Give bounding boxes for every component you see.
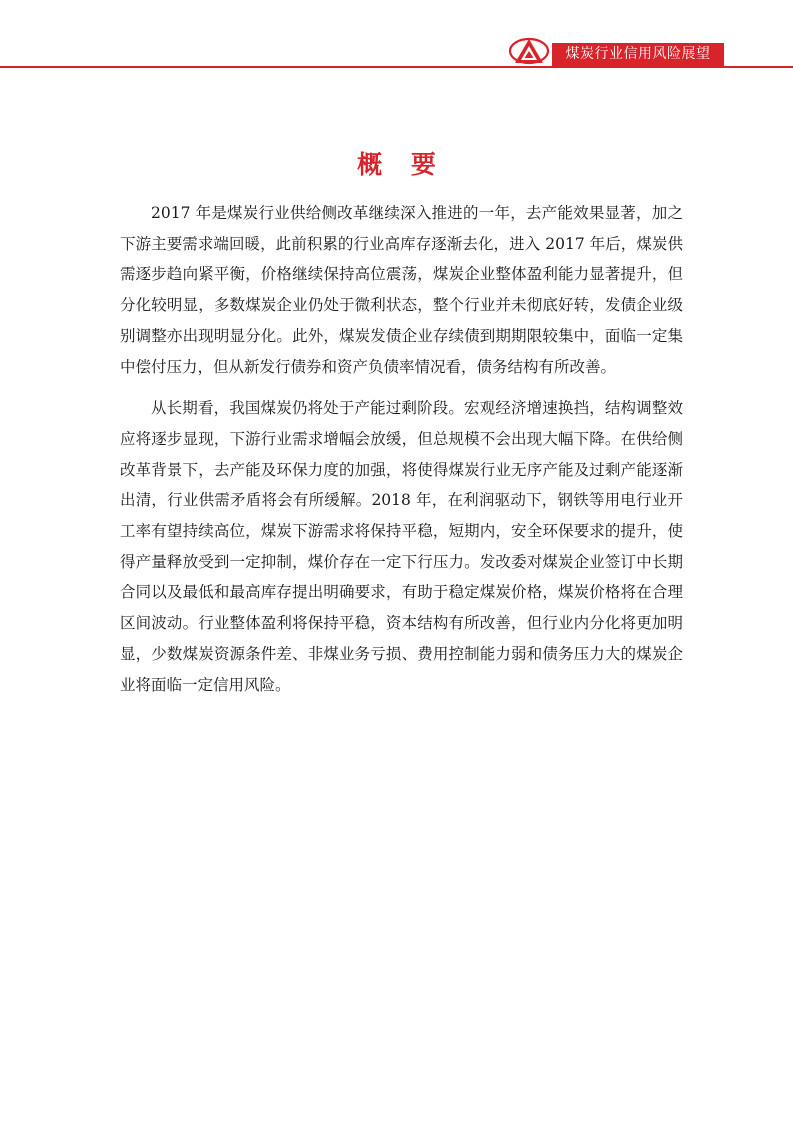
page-header [0,0,793,70]
report-series-badge: 煤炭行业信用风险展望 [552,43,724,66]
header-divider [0,66,793,68]
triangle-logo-icon [508,36,550,66]
summary-paragraph-2: 从长期看，我国煤炭仍将处于产能过剩阶段。宏观经济增速换挡，结构调整效应将逐步显现，下游行业需求增幅会放缓，但总规模不会出现大幅下降。在供给侧改革背景下，去产能及环保力度的加强，将使得煤炭行业无序产能及过剩产能逐渐出清，行业供需矛盾将会有所缓解。2018 年，在利润驱动下，钢铁等用电行业开工率有望持续高位，煤炭下游需求将保持平稳，短期内，安全环保要求的提升，使得产量释放受到一定抑制，煤价存在一定下行压力。发改委对煤炭企业签订中长期合同以及最低和最高库存提出明确要求，有助于稳定煤炭价格，煤炭价格将在合理区间波动。行业整体盈利将保持平稳，资本结构有所改善，但行业内分化将更加明显，少数煤炭资源条件差、非煤业务亏损、费用控制能力弱和债务压力大的煤炭企业将面临一定信用风险。 [120,399,683,694]
page-title: 概 要 [357,150,446,179]
summary-body [120,198,683,700]
summary-paragraph-1: 2017 年是煤炭行业供给侧改革继续深入推进的一年，去产能效果显著，加之下游主要需求端回暖，此前积累的行业高库存逐渐去化，进入 2017 年后，煤炭供需逐步趋向紧平衡，价格继续保持高位震荡，煤炭企业整体盈利能力显著提升，但分化较明显，多数煤炭企业仍处于微利状态，整个行业并未彻底好转，发债企业级别调整亦出现明显分化。此外，煤炭发债企业存续债到期期限较集中，面临一定集中偿付压力，但从新发行债券和资产负债率情况看，债务结构有所改善。 [120,204,683,376]
